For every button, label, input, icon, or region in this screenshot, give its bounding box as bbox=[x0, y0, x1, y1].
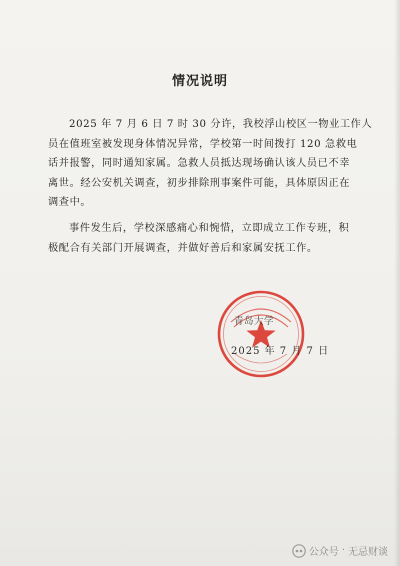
wechat-official-account-icon bbox=[292, 544, 306, 558]
watermark-platform: 公众号 bbox=[308, 547, 339, 558]
paragraph-1-line: 调查中。 bbox=[48, 197, 92, 208]
official-seal bbox=[215, 288, 307, 380]
watermark-account: 无忌财谈 bbox=[348, 547, 388, 558]
document-title: 情况说明 bbox=[171, 74, 228, 89]
paragraph-1-line: 离世。经公安机关调查，初步排除刑事案件可能，具体原因正在 bbox=[48, 177, 351, 189]
watermark-separator: · bbox=[341, 545, 345, 556]
paragraph-2 bbox=[48, 219, 355, 258]
paragraph-1-line: 员在值班室被发现身体情况异常，学校第一时间拨打 120 急救电 bbox=[48, 138, 358, 150]
paragraph-2-line: 事件发生后，学校深感痛心和惋惜，立即成立工作专班，积 bbox=[69, 223, 350, 234]
document-date: 2025 年 7 月 7 日 bbox=[231, 346, 330, 357]
paragraph-2-line: 极配合有关部门开展调查，并做好善后和家属安抚工作。 bbox=[48, 242, 318, 254]
paragraph-1 bbox=[48, 115, 373, 213]
paragraph-1-line: 2025 年 7 月 6 日 7 时 30 分许，我校浮山校区一物业工作人 bbox=[69, 119, 373, 130]
paragraph-1-line: 话并报警，同时通知家属。急救人员抵达现场确认该人员已不幸 bbox=[48, 158, 351, 169]
watermark bbox=[292, 543, 388, 558]
seal-text: 青岛大学 bbox=[234, 316, 275, 327]
